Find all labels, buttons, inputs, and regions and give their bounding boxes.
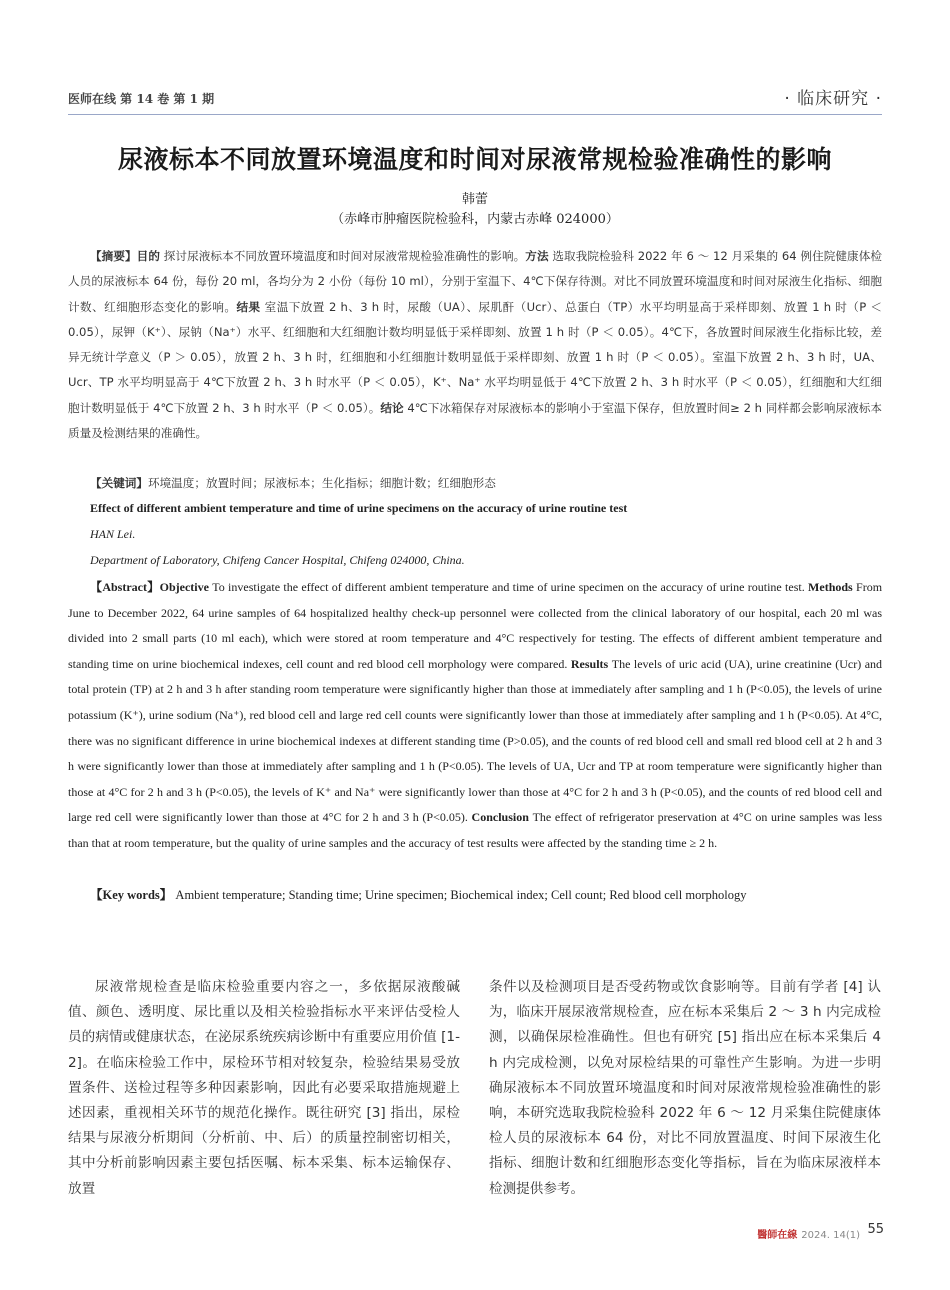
results-text: 室温下放置 2 h、3 h 时，尿酸（UA）、尿肌酐（Ucr）、总蛋白（TP）水平均明显高于采样即刻、放置 1 h 时（P ＜ 0.05），尿钾（K⁺）、尿钠（Na⁺）水平、红细胞和大红细胞计数均明显低于采样即刻、放置 1 h 时（P ＜ 0.05）。4℃下，各放置时间尿液生化指标比较，差异无统计学意义（P ＞ 0.05），放置 2 h、3 h 时，红细胞和小红细胞计数明显低于采样即刻、放置 1 h 时（P ＜ 0.05）。室温下放置 2 h、3 h 时，UA、Ucr、TP 水平均明显高于 4℃下放置 2 h、3 h 时水平（P ＜ 0.05），K⁺、Na⁺ 水平均明显低于 4℃下放置 2 h、3 h 时水平（P ＜ 0.05），红细胞和大红细胞计数明显低于 4℃下放置 2 h、3 h 时水平（P ＜ 0.05）。 [68, 299, 882, 415]
body-column-left: 尿液常规检查是临床检验重要内容之一，多依据尿液酸碱值、颜色、透明度、尿比重以及相关检验指标水平来评估受检人员的病情或健康状态，在泌尿系统疾病诊断中有重要应用价值 [1-2]。在临床检验工作中，尿检环节相对较复杂，检验结果易受放置条件、送检过程等多种因素影响，因此有必要采取措施规避上述因素，重视相关环节的规范化操作。既往研究 [3] 指出，尿检结果与尿液分析期间（分析前、中、后）的质量控制密切相关，其中分析前影响因素主要包括医嘱、标本采集、标本运输保存、放置 [68, 979, 460, 1197]
footer-issue: 2024. 14(1) [801, 1230, 860, 1241]
results-en-label: Results [570, 656, 609, 671]
footer-brand [757, 1226, 860, 1241]
objective-text: 探讨尿液标本不同放置环境温度和时间对尿液常规检验准确性的影响。 [163, 249, 526, 263]
objective-en-label: Objective [159, 580, 209, 594]
abstract-chinese [68, 244, 882, 446]
abstract-english [68, 575, 882, 857]
objective-en-text: To investigate the effect of different ambient temperature and time of urine specimen on the accuracy of urine routine test. [212, 580, 805, 594]
methods-en-label: Methods [808, 580, 853, 594]
english-title: Effect of different ambient temperature and time of urine specimens on the accuracy of urine routine test [90, 501, 628, 515]
article-title: 尿液标本不同放置环境温度和时间对尿液常规检验准确性的影响 [117, 145, 832, 174]
body-column-right: 条件以及检测项目是否受药物或饮食影响等。目前有学者 [4] 认为，临床开展尿液常规检查，应在标本采集后 2 ～ 3 h 内完成检测，以确保尿检准确性。但也有研究 [5] 指出应在标本采集后 4 h 内完成检测，以免对尿检结果的可靠性产生影响。为进一步明确尿液标本不同放置环境温度和时间对尿液常规检验准确性的影响，本研究选取我院检验科 2022 年 6 ～ 12 月采集住院健康体检人员的尿液标本 64 份，对比不同放置温度、时间下尿液生化指标、细胞计数和红细胞形态变化等指标，旨在为临床尿液样本检测提供参考。 [489, 979, 881, 1197]
conclusion-en-label: Conclusion [471, 810, 529, 825]
english-author: HAN Lei. [90, 527, 136, 541]
results-label: 结果 [236, 299, 261, 314]
running-header [68, 88, 882, 115]
keywords-english [90, 885, 882, 903]
english-affiliation: Department of Laboratory, Chifeng Cancer Hospital, Chifeng 024000, China. [90, 553, 465, 567]
abstract-label: 【摘要】 [90, 249, 137, 263]
abstract-en-label: 【Abstract】 [90, 580, 160, 594]
conclusion-label: 结论 [380, 400, 404, 415]
keywords-chinese [90, 475, 882, 491]
methods-text: 选取我院检验科 2022 年 6 ～ 12 月采集的 64 例住院健康体检人员的尿液标本 64 份，每份 20 ml，各均分为 2 小份（每份 10 ml），分别于室温下、4℃下保存待测。对比不同放置环境温度和时间对尿液生化指标、细胞计数、红细胞形态变化的影响。 [68, 249, 882, 314]
conclusion-en-text: The effect of refrigerator preservation at 4°C on urine samples was less than that at room temperature, but the quality of urine samples and the accuracy of test results were affected by the standing time ≥ 2 h. [68, 810, 883, 850]
footer-brand-logo: 醫師在線 [757, 1230, 798, 1241]
methods-label: 方法 [525, 249, 549, 263]
keywords-text: 环境温度；放置时间；尿液标本；生化指标；细胞计数；红细胞形态 [147, 476, 496, 490]
page-number: 55 [867, 1222, 884, 1237]
methods-en-text: From June to December 2022, 64 urine samples of 64 hospitalized healthy check-up personnel were collected from the clinical laboratory of our hospital, each 20 ml was divided into 2 small parts (10 ml each), which were stored at room temperature and 4°C respectively for testing. The effects of different ambient temperature and standing time on urine biochemical indexes, cell count and red blood cell morphology were compared. [68, 580, 883, 671]
objective-label: 目的 [136, 249, 160, 263]
keywords-label: 【关键词】 [90, 476, 148, 490]
keywords-en-text: Ambient temperature; Standing time; Urine specimen; Biochemical index; Cell count; Red blood cell morphology [175, 888, 747, 902]
author-affiliation: （赤峰市肿瘤医院检验科，内蒙古赤峰 024000） [331, 212, 619, 227]
section-label: · 临床研究 · [784, 89, 882, 109]
results-en-text: The levels of uric acid (UA), urine creatinine (Ucr) and total protein (TP) at 2 h and 3 h after standing room temperature were significantly higher than those at immediately after sampling and 1 h (P<0.05), the levels of urine potassium (K⁺), urine sodium (Na⁺), red blood cell and large red cell counts were significantly lower than those at immediately after sampling and 1 h (P<0.05). At 4°C, there was no significant difference in urine biochemical indexes at different standing time (P>0.05), and the counts of red blood cell and small red blood cell at 2 h and 3 h were significantly lower than those at immediately after sampling and 1 h (P<0.05). The levels of UA, Ucr and TP at room temperature were significantly higher than those at 4°C for 2 h and 3 h (P<0.05), the levels of K⁺ and Na⁺ were significantly lower than those at 4°C for 2 h and 3 h (P<0.05), and the counts of red blood cell and large red cell were significantly lower than those at 4°C for 2 h and 3 h (P<0.05). [68, 656, 883, 825]
author-name: 韩蕾 [461, 192, 488, 207]
keywords-en-label: 【Key words】 [90, 888, 173, 902]
journal-info: 医师在线 第 14 卷 第 1 期 [68, 92, 215, 106]
conclusion-text: 4℃下冰箱保存对尿液标本的影响小于室温下保存，但放置时间≥ 2 h 同样都会影响尿液标本质量及检测结果的准确性。 [68, 400, 882, 441]
